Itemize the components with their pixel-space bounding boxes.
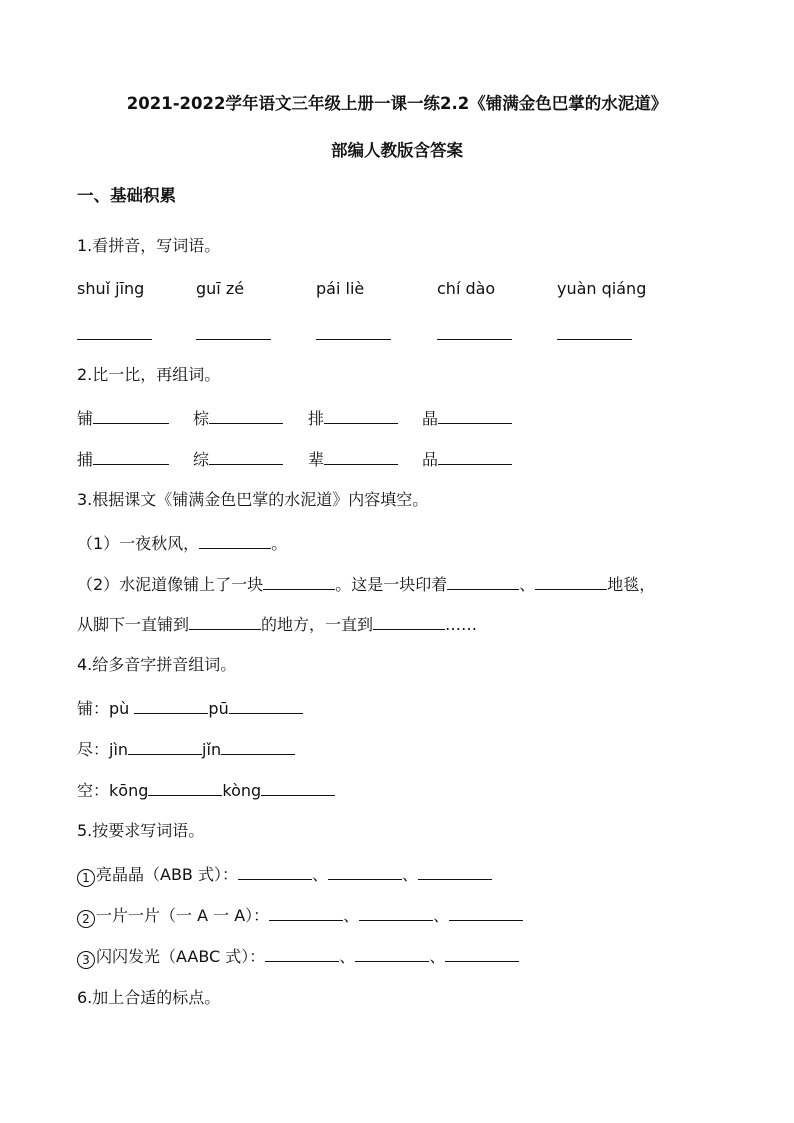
answer-blank[interactable] (373, 614, 445, 630)
answer-blank[interactable] (359, 905, 433, 921)
section-heading: 一、基础积累 (77, 186, 176, 205)
question-2-prompt: 2.比一比，再组词。 (77, 365, 221, 384)
answer-blank[interactable] (93, 408, 169, 424)
fill-in-line: （2）水泥道像铺上了一块 。这是一块印着 、 地毯， (77, 575, 656, 594)
answer-blank[interactable] (261, 780, 335, 796)
word-task-row: 3 闪闪发光（AABC 式）： 、 、 (77, 946, 519, 969)
circled-number: 2 (77, 910, 95, 928)
compare-item: 排 (308, 408, 398, 429)
answer-blank[interactable] (328, 864, 402, 880)
pinyin-item: yuàn qiáng (557, 279, 647, 298)
fill-in-line: （1）一夜秋风， 。 (77, 534, 288, 553)
answer-blank[interactable] (438, 408, 512, 424)
answer-blank[interactable] (263, 574, 335, 590)
answer-blank[interactable] (148, 780, 222, 796)
question-1-prompt: 1.看拼音，写词语。 (77, 236, 221, 255)
answer-blank[interactable] (324, 449, 398, 465)
answer-blank[interactable] (199, 533, 271, 549)
polyphone-row: 铺：pù pū (77, 698, 303, 719)
answer-blank[interactable] (355, 946, 429, 962)
answer-blank[interactable] (324, 408, 398, 424)
answer-blank[interactable] (316, 339, 391, 340)
answer-blank[interactable] (77, 339, 152, 340)
pinyin-item: pái liè (316, 279, 365, 298)
compare-item: 捕 (77, 449, 169, 470)
answer-blank[interactable] (196, 339, 271, 340)
answer-blank[interactable] (134, 698, 208, 714)
answer-blank[interactable] (437, 339, 512, 340)
answer-blank[interactable] (209, 449, 283, 465)
answer-blank[interactable] (535, 574, 607, 590)
question-5-prompt: 5.按要求写词语。 (77, 821, 205, 840)
answer-blank[interactable] (438, 449, 512, 465)
document-subtitle: 部编人教版含答案 (331, 141, 463, 160)
question-3-prompt: 3.根据课文《铺满金色巴掌的水泥道》内容填空。 (77, 490, 429, 509)
compare-item: 铺 (77, 408, 169, 429)
compare-item: 棕 (193, 408, 283, 429)
answer-blank[interactable] (189, 614, 261, 630)
fill-in-line: 从脚下一直铺到 的地方，一直到 …… (77, 615, 478, 634)
pinyin-item: shuǐ jīng (77, 279, 145, 298)
compare-item: 辈 (308, 449, 398, 470)
pinyin-item: guī zé (196, 279, 245, 298)
answer-blank[interactable] (449, 905, 523, 921)
answer-blank[interactable] (557, 339, 632, 340)
polyphone-row: 尽：jìn jǐn (77, 739, 295, 760)
compare-item: 综 (193, 449, 283, 470)
circled-number: 3 (77, 951, 95, 969)
answer-blank[interactable] (418, 864, 492, 880)
answer-blank[interactable] (229, 698, 303, 714)
answer-blank[interactable] (447, 574, 519, 590)
question-4-prompt: 4.给多音字拼音组词。 (77, 655, 237, 674)
word-task-row: 2 一片一片（一 A 一 A）： 、 、 (77, 905, 523, 928)
answer-blank[interactable] (238, 864, 312, 880)
answer-blank[interactable] (209, 408, 283, 424)
circled-number: 1 (77, 869, 95, 887)
answer-blank[interactable] (265, 946, 339, 962)
polyphone-row: 空：kōng kòng (77, 780, 335, 801)
answer-blank[interactable] (221, 739, 295, 755)
answer-blank[interactable] (269, 905, 343, 921)
answer-blank[interactable] (93, 449, 169, 465)
compare-item: 晶 (422, 408, 512, 429)
document-title: 2021-2022学年语文三年级上册一课一练2.2《铺满金色巴掌的水泥道》 (126, 94, 668, 113)
word-task-row: 1 亮晶晶（ABB 式）： 、 、 (77, 864, 492, 887)
compare-item: 品 (422, 449, 512, 470)
answer-blank[interactable] (128, 739, 202, 755)
answer-blank[interactable] (445, 946, 519, 962)
pinyin-item: chí dào (437, 279, 496, 298)
question-6-prompt: 6.加上合适的标点。 (77, 988, 221, 1007)
